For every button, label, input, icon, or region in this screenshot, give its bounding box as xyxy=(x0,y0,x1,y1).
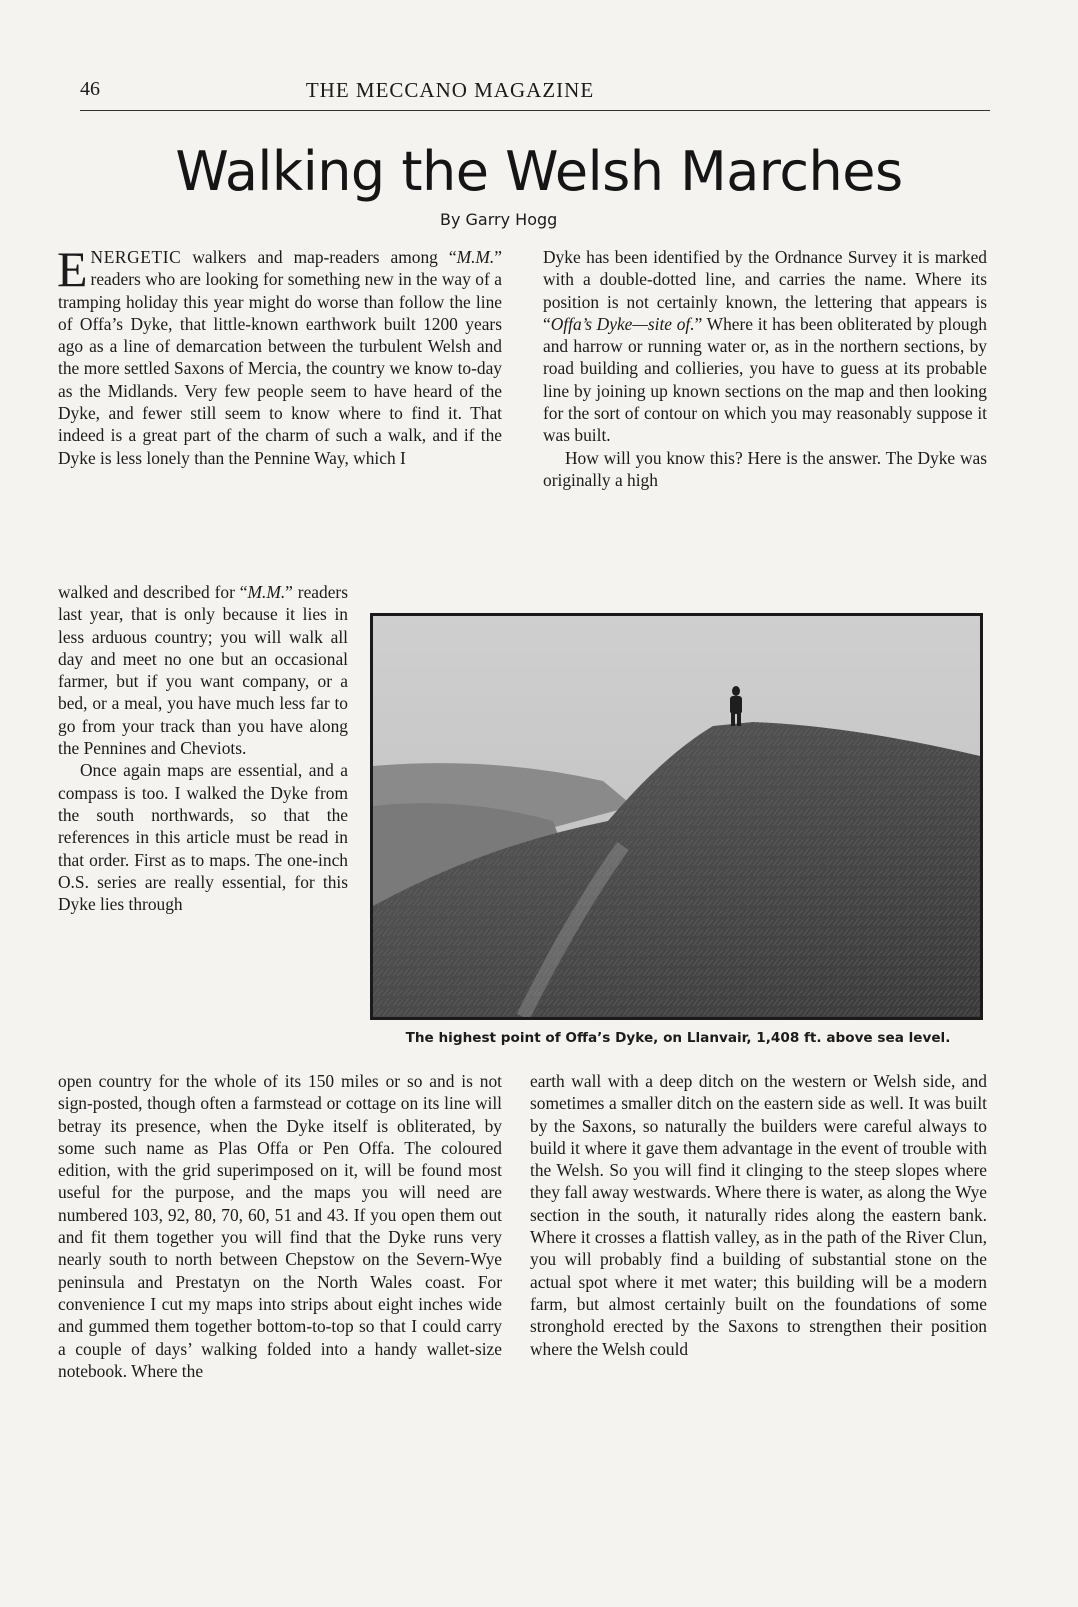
lead-word: NERGETIC xyxy=(90,247,182,267)
column-left-middle xyxy=(58,581,348,915)
column-left-bottom xyxy=(58,1070,502,1382)
magazine-title: THE MECCANO MAGAZINE xyxy=(305,78,595,102)
mm-abbrev: M.M. xyxy=(247,582,286,602)
column-right-bottom xyxy=(530,1070,987,1360)
mm-abbrev: M.M. xyxy=(456,247,495,267)
column-right-top xyxy=(543,246,987,491)
header-rule xyxy=(80,110,990,111)
article-byline: By Garry Hogg xyxy=(440,210,558,229)
paragraph-text: Once again maps are essential, and a compass is too. I walked the Dyke from the south northwards, so that the references in this article must be read in that order. First as to maps. The one-inch O.S. series are really essential, for this Dyke lies through xyxy=(58,760,348,915)
paragraph-text: walkers and map-readers among “ xyxy=(181,247,457,267)
paragraph-text: open country for the whole of its 150 miles or so and is not sign-posted, though often a farmstead or cottage on its line will betray its presence, when the Dyke itself is obliterated, by some such name as Plas Offa or Pen Offa. The coloured edition, with the grid superimposed on it, will be found most useful for the purpose, and the maps you will need are numbered 103, 92, 80, 70, 60, 51 and 43. If you open them out and fit them together you will find that the Dyke runs very nearly south to north between Chepstow on the Severn-Wye peninsula and Prestatyn on the North Wales coast. For convenience I cut my maps into strips about eight inches wide and gummed them together bottom-to-top so that I could carry a couple of days’ walking folded into a handy wallet-size notebook. Where the xyxy=(58,1071,502,1381)
hillside-walker-image xyxy=(373,616,980,1017)
paragraph-text: ” readers who are looking for something new in the way of a tramping holiday this year might do worse than follow the line of Offa’s Dyke, that little-known earthwork built 1200 years ago as a line of demarcation between the turbulent Welsh and the more settled Saxons of Mercia, the country we know to-day as the Midlands. Very few people seem to have heard of the Dyke, and fewer still seem to know where to find it. That indeed is a great part of the charm of such a walk, and if the Dyke is less lonely than the Pennine Way, which I xyxy=(58,247,502,468)
paragraph-text: How will you know this? Here is the answer. The Dyke was originally a high xyxy=(543,447,987,490)
paragraph-text: Dyke has been identified by the Ordnance Survey it is marked with a double-dotted line, and carries the name. Where its position is not certainly known, the lettering that appears is “ xyxy=(543,247,987,334)
article-title: Walking the Welsh Marches xyxy=(175,140,903,203)
map-lettering: Offa’s Dyke—site of. xyxy=(550,313,695,334)
paragraph-text: walked and described for “ xyxy=(58,582,248,602)
photo-caption: The highest point of Offa’s Dyke, on Llanvair, 1,408 ft. above sea level. xyxy=(405,1030,951,1046)
dyke-photograph xyxy=(370,613,983,1020)
page-number: 46 xyxy=(80,78,100,100)
paragraph-text: ” Where it has been obliterated by plough and harrow or running water or, as in the northern sections, by road building and collieries, you have to guess at its probable line by joining up known sections on the map and then looking for the sort of contour on which you may reasonably suppose it was built. xyxy=(543,313,987,446)
paragraph-text: earth wall with a deep ditch on the western or Welsh side, and sometimes a smaller ditch on the eastern side as well. It was built by the Saxons, so naturally the builders were careful always to build it where it gave them advantage in the event of trouble with the Welsh. So you will find it clinging to the steep slopes where they fall away westwards. Where there is water, as along the Wye section in the south, it naturally rides along the eastern bank. Where it crosses a flattish valley, as in the path of the River Clun, you will probably find a building of substantial stone on the actual spot where it met water; this building will be a modern farm, but almost certainly built on the foundations of some stronghold erected by the Saxons to strengthen their position where the Welsh could xyxy=(530,1071,987,1359)
drop-cap: E xyxy=(57,241,88,297)
paragraph-text: ” readers last year, that is only because it lies in less arduous country; you will walk all day and meet no one but an occasional farmer, but if you want company, or a bed, or a meal, you have much less far to go from your track than you have along the Pennines and Cheviots. xyxy=(58,582,348,759)
running-header xyxy=(80,78,990,108)
column-left-top xyxy=(57,241,502,469)
